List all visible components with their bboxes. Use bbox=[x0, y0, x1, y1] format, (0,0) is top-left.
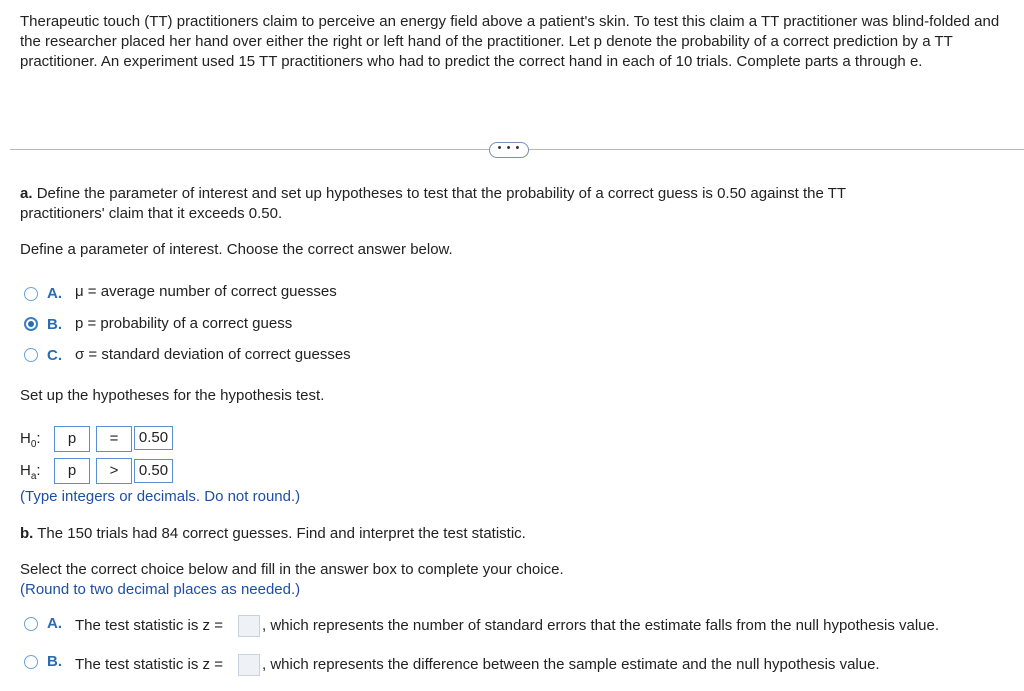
z-answer-input-b[interactable] bbox=[238, 654, 260, 676]
ha-value-input[interactable]: 0.50 bbox=[134, 459, 173, 483]
option-a-text[interactable]: μ = average number of correct guesses bbox=[75, 283, 337, 300]
part-b-label: b. bbox=[20, 525, 34, 542]
choice-a-text-after: , which represents the number of standard errors that the estimate falls from the null hypothesis value. bbox=[262, 617, 940, 634]
part-b-question bbox=[20, 525, 526, 542]
h0-operator-box[interactable]: = bbox=[96, 426, 132, 452]
part-b-text: The 150 trials had 84 correct guesses. Find and interpret the test statistic. bbox=[37, 525, 526, 542]
part-a-question bbox=[20, 184, 920, 224]
more-options-button[interactable]: • • • bbox=[489, 142, 529, 158]
option-a-radio[interactable] bbox=[24, 287, 38, 301]
choice-b-radio[interactable] bbox=[24, 655, 38, 669]
choice-a-text-before: The test statistic is z = bbox=[75, 617, 223, 634]
h0-label: $H_0$: bbox=[20, 430, 41, 450]
select-prompt: Select the correct choice below and fill in the answer box to complete your choice. bbox=[20, 561, 564, 578]
hypotheses-prompt: Set up the hypotheses for the hypothesis test. bbox=[20, 387, 325, 404]
choice-b-text-after: , which represents the difference between the sample estimate and the null hypothesis value. bbox=[262, 656, 880, 673]
part-a-text: Define the parameter of interest and set up hypotheses to test that the probability of a correct guess is 0.50 against the TT practitioners' claim that it exceeds 0.50. bbox=[20, 185, 846, 222]
ha-label: $H_a$: bbox=[20, 462, 41, 482]
option-a-letter: A. bbox=[47, 285, 62, 302]
z-answer-input-a[interactable] bbox=[238, 615, 260, 637]
problem-intro: Therapeutic touch (TT) practitioners claim to perceive an energy field above a patient's skin. To test this claim a TT practitioner was blind-folded and the researcher placed her hand over either the right or left hand of the practitioner. Let p denote the probability of a correct prediction by a TT practitioner. An experiment used 15 TT practitioners who had to predict the correct hand in each of 10 trials. Complete parts a through e. bbox=[20, 13, 1000, 70]
h0-value-input[interactable]: 0.50 bbox=[134, 426, 173, 450]
round-note: (Round to two decimal places as needed.) bbox=[20, 581, 301, 598]
ha-operator-box[interactable]: > bbox=[96, 458, 132, 484]
option-c-letter: C. bbox=[47, 347, 62, 364]
option-b-radio[interactable] bbox=[24, 317, 38, 331]
part-a-label: a. bbox=[20, 185, 33, 202]
type-note: (Type integers or decimals. Do not round.) bbox=[20, 488, 301, 505]
option-c-text[interactable]: σ = standard deviation of correct guesses bbox=[75, 346, 351, 363]
ha-parameter-box[interactable]: p bbox=[54, 458, 90, 484]
choice-a-letter: A. bbox=[47, 615, 62, 632]
option-b-text[interactable]: p = probability of a correct guess bbox=[75, 315, 293, 332]
h0-parameter-box[interactable]: p bbox=[54, 426, 90, 452]
define-prompt: Define a parameter of interest. Choose the correct answer below. bbox=[20, 241, 453, 258]
option-c-radio[interactable] bbox=[24, 348, 38, 362]
choice-b-letter: B. bbox=[47, 653, 62, 670]
choice-a-radio[interactable] bbox=[24, 617, 38, 631]
option-b-letter: B. bbox=[47, 316, 62, 333]
choice-b-text-before: The test statistic is z = bbox=[75, 656, 223, 673]
